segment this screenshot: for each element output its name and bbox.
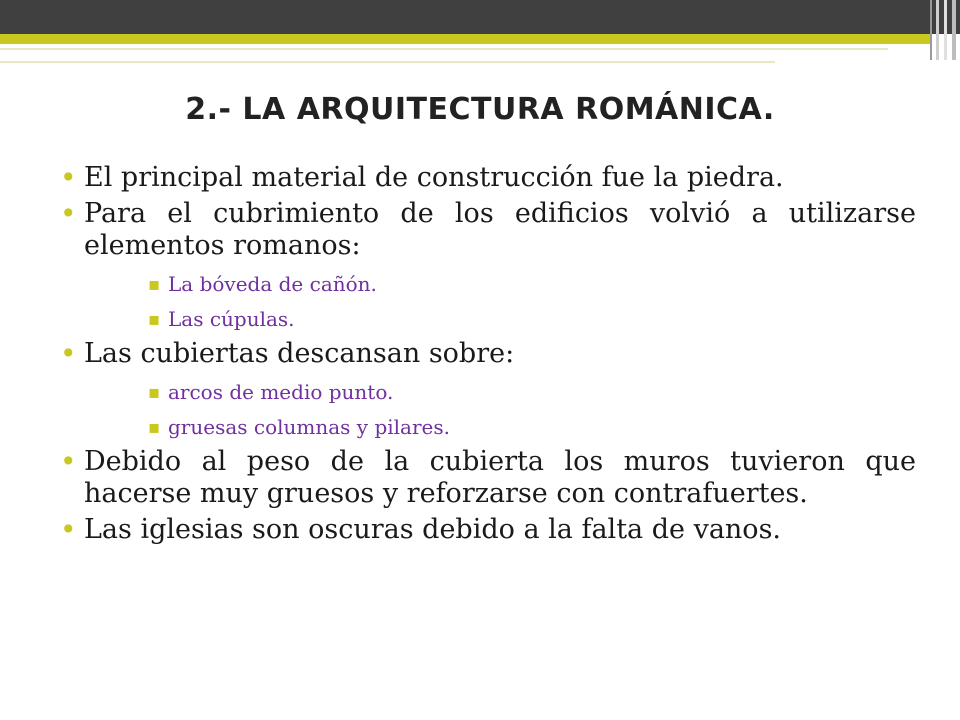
sub-bullet-item: [84, 415, 916, 440]
sub-bullet-item: [84, 272, 916, 297]
header-thin-line: [0, 48, 888, 50]
header-thin-line: [0, 61, 775, 63]
sub-bullet-item: [84, 307, 916, 332]
header-dark-bar: [0, 0, 960, 34]
decorative-stripe: [930, 0, 932, 60]
sub-bullet-text: Las cúpulas.: [168, 307, 295, 331]
bullet-item: [58, 198, 916, 332]
decorative-stripe: [944, 0, 947, 60]
sub-bullet-list: [84, 272, 916, 332]
header-accent-bar: [0, 34, 930, 44]
decorative-stripe: [936, 0, 939, 60]
bullet-text: El principal material de construcción fue la piedra.: [84, 162, 784, 193]
bullet-icon: •: [60, 337, 77, 370]
bullet-item: [58, 338, 916, 440]
square-bullet-icon: ▪: [148, 309, 161, 330]
sub-bullet-text: arcos de medio punto.: [168, 380, 394, 404]
bullet-item: [58, 162, 916, 194]
slide-title: 2.- LA ARQUITECTURA ROMÁNICA.: [185, 92, 775, 127]
bullet-item: [58, 514, 916, 546]
square-bullet-icon: ▪: [148, 417, 161, 438]
bullet-text: Las cubiertas descansan sobre:: [84, 338, 515, 369]
square-bullet-icon: ▪: [148, 382, 161, 403]
square-bullet-icon: ▪: [148, 274, 161, 295]
bullet-list: [58, 162, 916, 546]
sub-bullet-list: [84, 380, 916, 440]
bullet-text: Debido al peso de la cubierta los muros tuvieron que hacerse muy gruesos y reforzarse con contrafuertes.: [84, 446, 916, 509]
bullet-icon: •: [60, 445, 77, 478]
bullet-text: Para el cubrimiento de los edificios volvió a utilizarse elementos romanos:: [84, 198, 916, 261]
sub-bullet-text: gruesas columnas y pilares.: [168, 415, 450, 439]
bullet-text: Las iglesias son oscuras debido a la falta de vanos.: [84, 514, 782, 545]
bullet-icon: •: [60, 161, 77, 194]
bullet-item: [58, 446, 916, 510]
sub-bullet-text: La bóveda de cañón.: [168, 272, 377, 296]
bullet-icon: •: [60, 197, 77, 230]
slide-body: [58, 162, 916, 550]
bullet-icon: •: [60, 513, 77, 546]
sub-bullet-item: [84, 380, 916, 405]
decorative-stripe: [952, 0, 956, 60]
